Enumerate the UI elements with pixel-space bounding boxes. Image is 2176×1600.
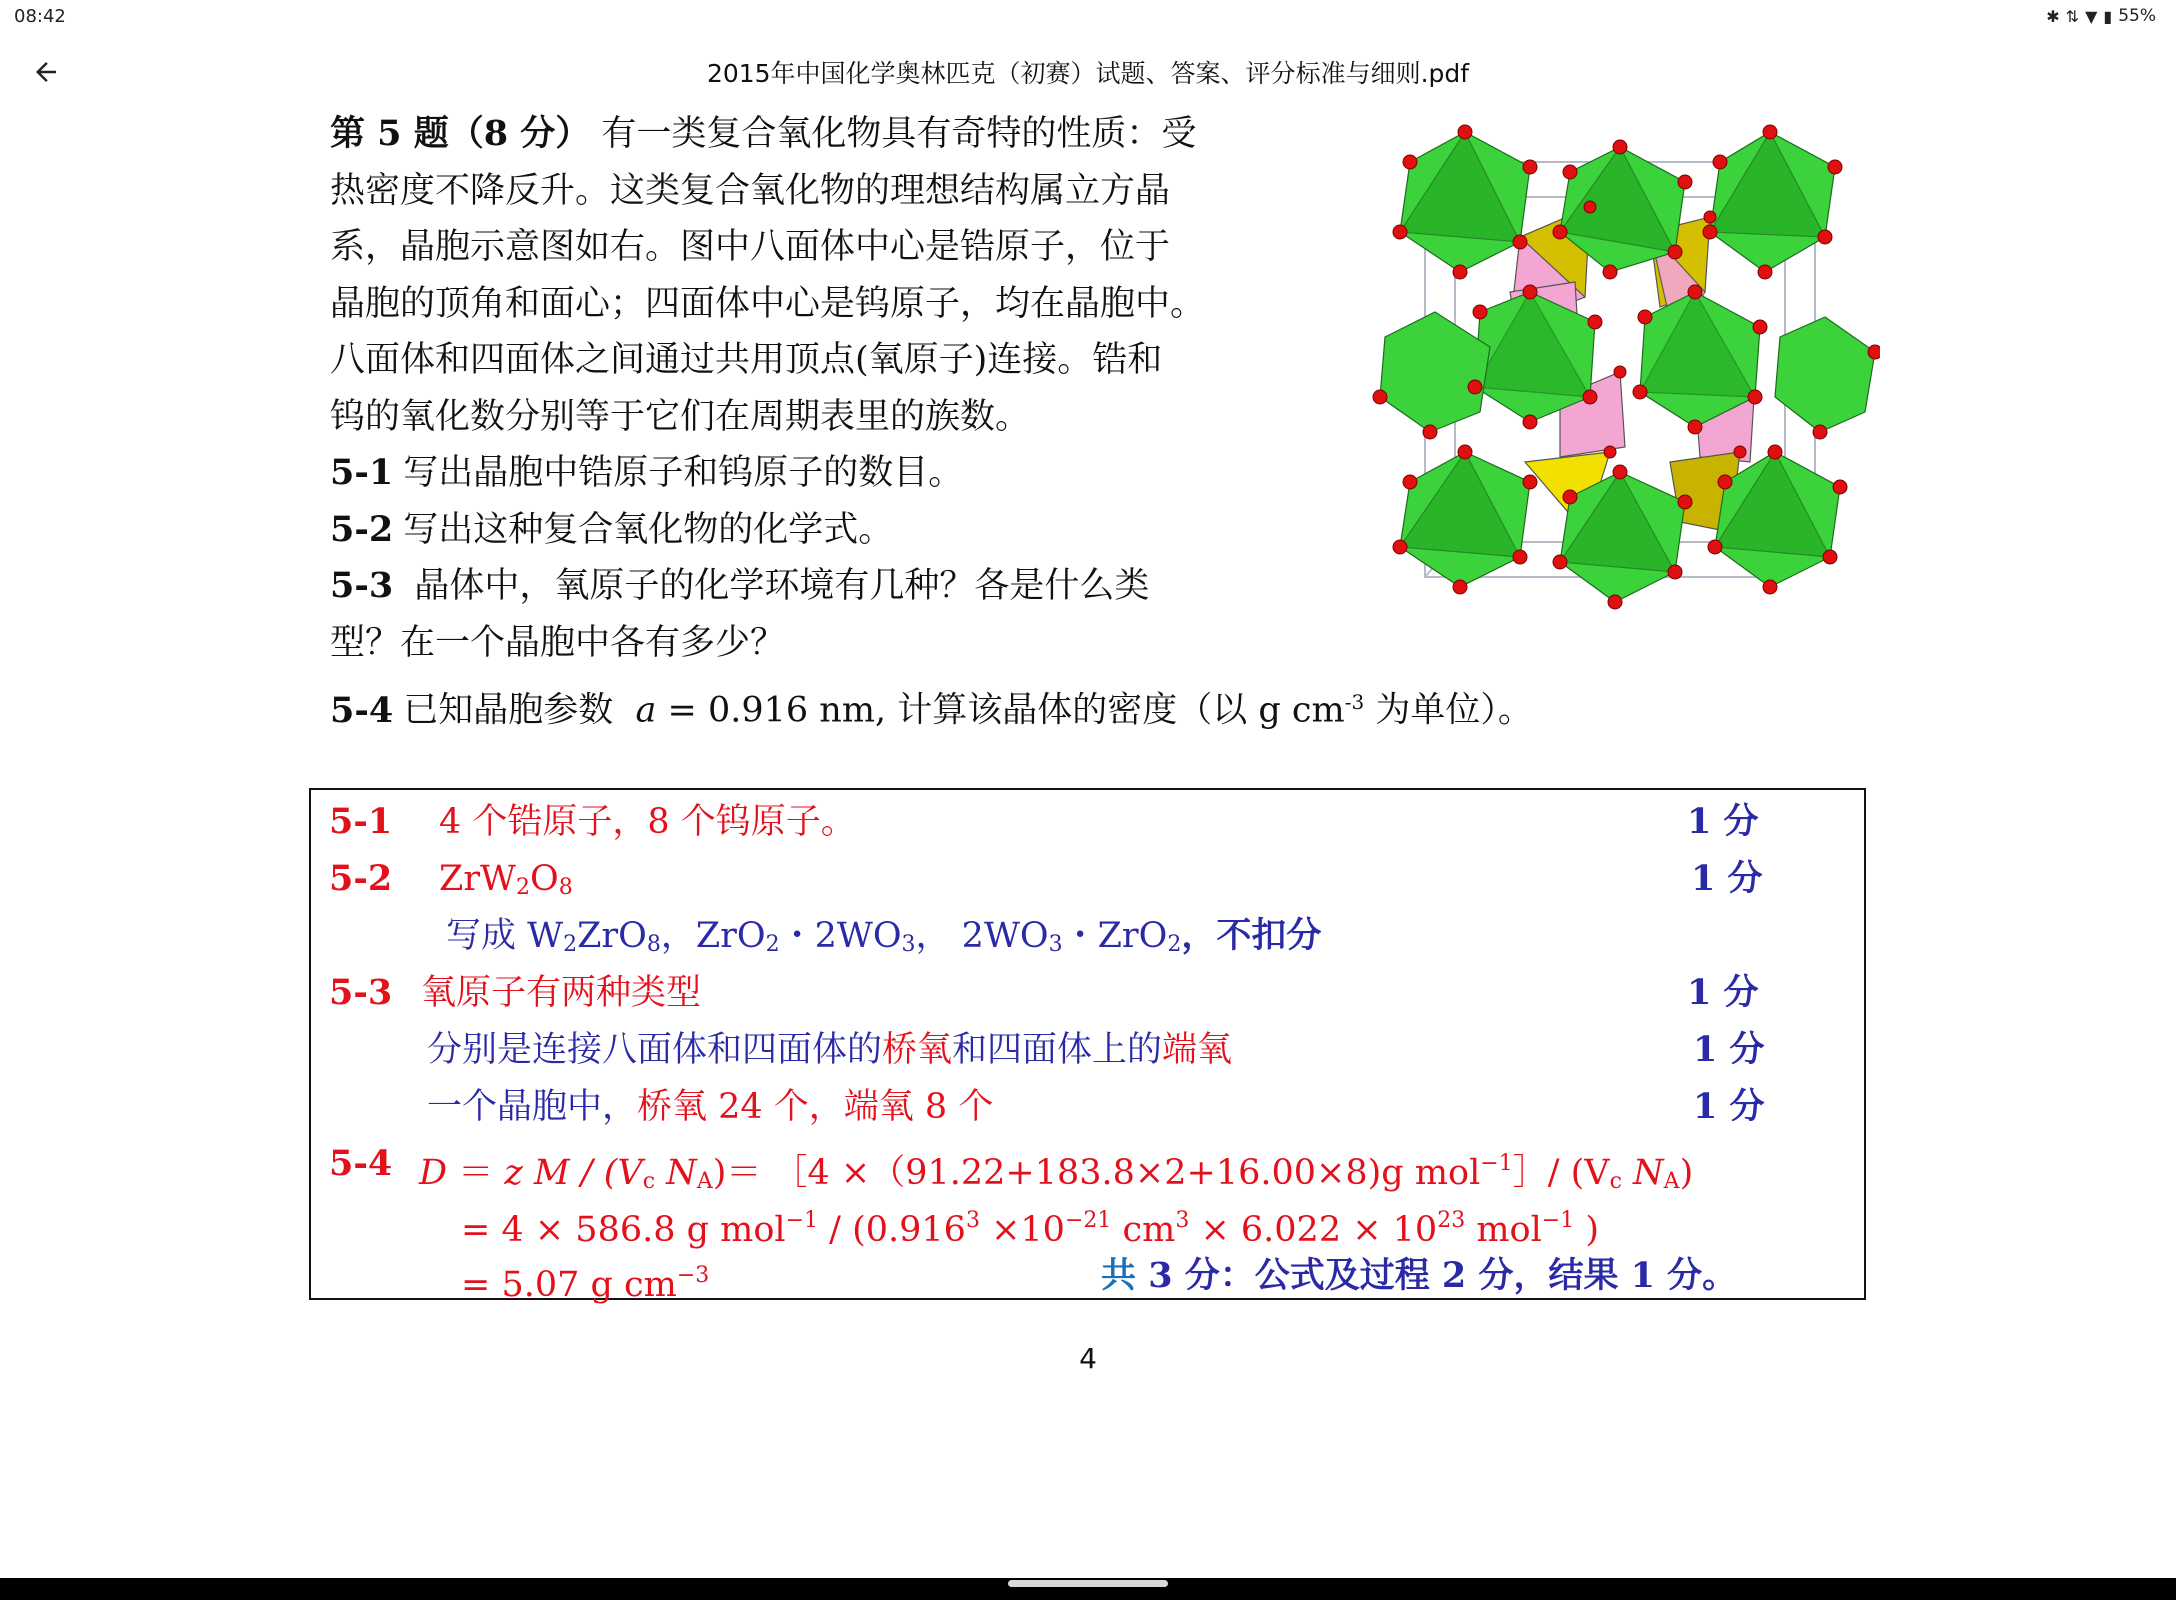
battery-icon: ▮ [2103, 6, 2113, 26]
pdf-page[interactable] [0, 104, 2176, 1554]
answer-5-4-formula: 5-4 D ＝ z M / ($V_c$ $N_A)=$ ［4 ×（91.22+183.8×2+16.00×8)g mol$^{-1}$］/ ($V_c$ $N_A$) [329, 1143, 1694, 1194]
status-time: 08:42 [14, 6, 66, 27]
page-number: 4 [1079, 1342, 1097, 1375]
question-line: 系，晶胞示意图如右。图中八面体中心是锆原子，位于 [330, 227, 1171, 267]
answer-5-3: 5-3 氧原子有两种类型 1 分 [311, 965, 1868, 1021]
crystal-structure-figure [1370, 112, 1880, 642]
data-arrows-icon: ⇅ [2065, 6, 2080, 26]
subquestion-text: 晶体中，氧原子的化学环境有几种？各是什么类 [414, 566, 1150, 606]
question-text [330, 106, 1240, 671]
question-heading: 第 5 题（8 分） [330, 113, 591, 154]
question-line: 八面体和四面体之间通过共用顶点(氧原子)连接。锆和 [330, 340, 1163, 380]
subquestion-text: 写出晶胞中锆原子和钨原子的数目。 [403, 453, 964, 493]
status-bar [0, 0, 2176, 40]
question-line: 热密度不降反升。这类复合氧化物的理想结构属立方晶 [330, 170, 1171, 211]
question-line: 有一类复合氧化物具有奇特的性质：受 [601, 114, 1197, 154]
battery-percent: 55% [2118, 6, 2156, 26]
subquestion-number: 5-2 [330, 508, 394, 550]
answer-5-3-counts: 一个晶胞中，桥氧 24 个，端氧 8 个 1 分 [311, 1079, 1868, 1135]
subquestion-text: 型？在一个晶胞中各有多少？ [330, 622, 786, 663]
subquestion-number: 5-1 [330, 452, 394, 493]
answer-5-3-types: 分别是连接八面体和四面体的桥氧和四面体上的端氧 1 分 [311, 1022, 1868, 1078]
status-icons [2046, 6, 2156, 26]
question-line: 钨的氧化数分别等于它们在周期表里的族数。 [330, 396, 1031, 437]
subquestion-5-4: 5-4 已知晶胞参数 a = 0.916 nm, 计算该晶体的密度（以 g $cm^{-3}$ 为单位）。 [330, 689, 1533, 731]
home-gesture-handle[interactable] [1008, 1580, 1168, 1587]
question-line: 晶胞的顶角和面心；四面体中心是钨原子，均在晶胞中。 [330, 283, 1206, 324]
answer-5-2-note: 写成 $W_2ZrO_8$，ZrO$_2$・$2WO_3$， $2WO_3$・ZrO$_2$，不扣分 [446, 916, 1322, 957]
answer-box [309, 788, 1866, 1305]
app-bar [0, 40, 2176, 104]
answer-5-2: 5-2 $ZrW_2O_8$ 1 分 [311, 851, 1868, 907]
score-label: 1 分 [1687, 801, 1759, 842]
wifi-icon: ▼ [2085, 6, 2098, 26]
answer-5-4-result: = 5.07 g $cm^{-3}$ 共 3 分：公式及过程 2 分，结果 1 分。 [461, 1255, 1738, 1305]
subquestion-number: 5-3 [330, 565, 394, 606]
subquestion-text: 写出这种复合氧化物的化学式。 [403, 509, 894, 550]
score-label: 1 分 [1691, 858, 1763, 899]
answer-5-4-calc: = 4 × 586.8 g $mol^{-1} / (0.916^3 \times 10^{-21}$ $cm^3 \times 6.022 \times 10^{23}$ mol$^{-1}$ ) [461, 1208, 1600, 1250]
bluetooth-icon: ✱ [2046, 6, 2060, 26]
score-label: 1 分 [1693, 1029, 1765, 1070]
answer-5-1: 5-1 4 个锆原子，8 个钨原子。 1 分 [311, 794, 1868, 850]
score-label: 1 分 [1687, 972, 1759, 1013]
document-title: 2015年中国化学奥林匹克（初赛）试题、答案、评分标准与细则.pdf [706, 59, 1470, 88]
score-label: 1 分 [1693, 1086, 1765, 1127]
